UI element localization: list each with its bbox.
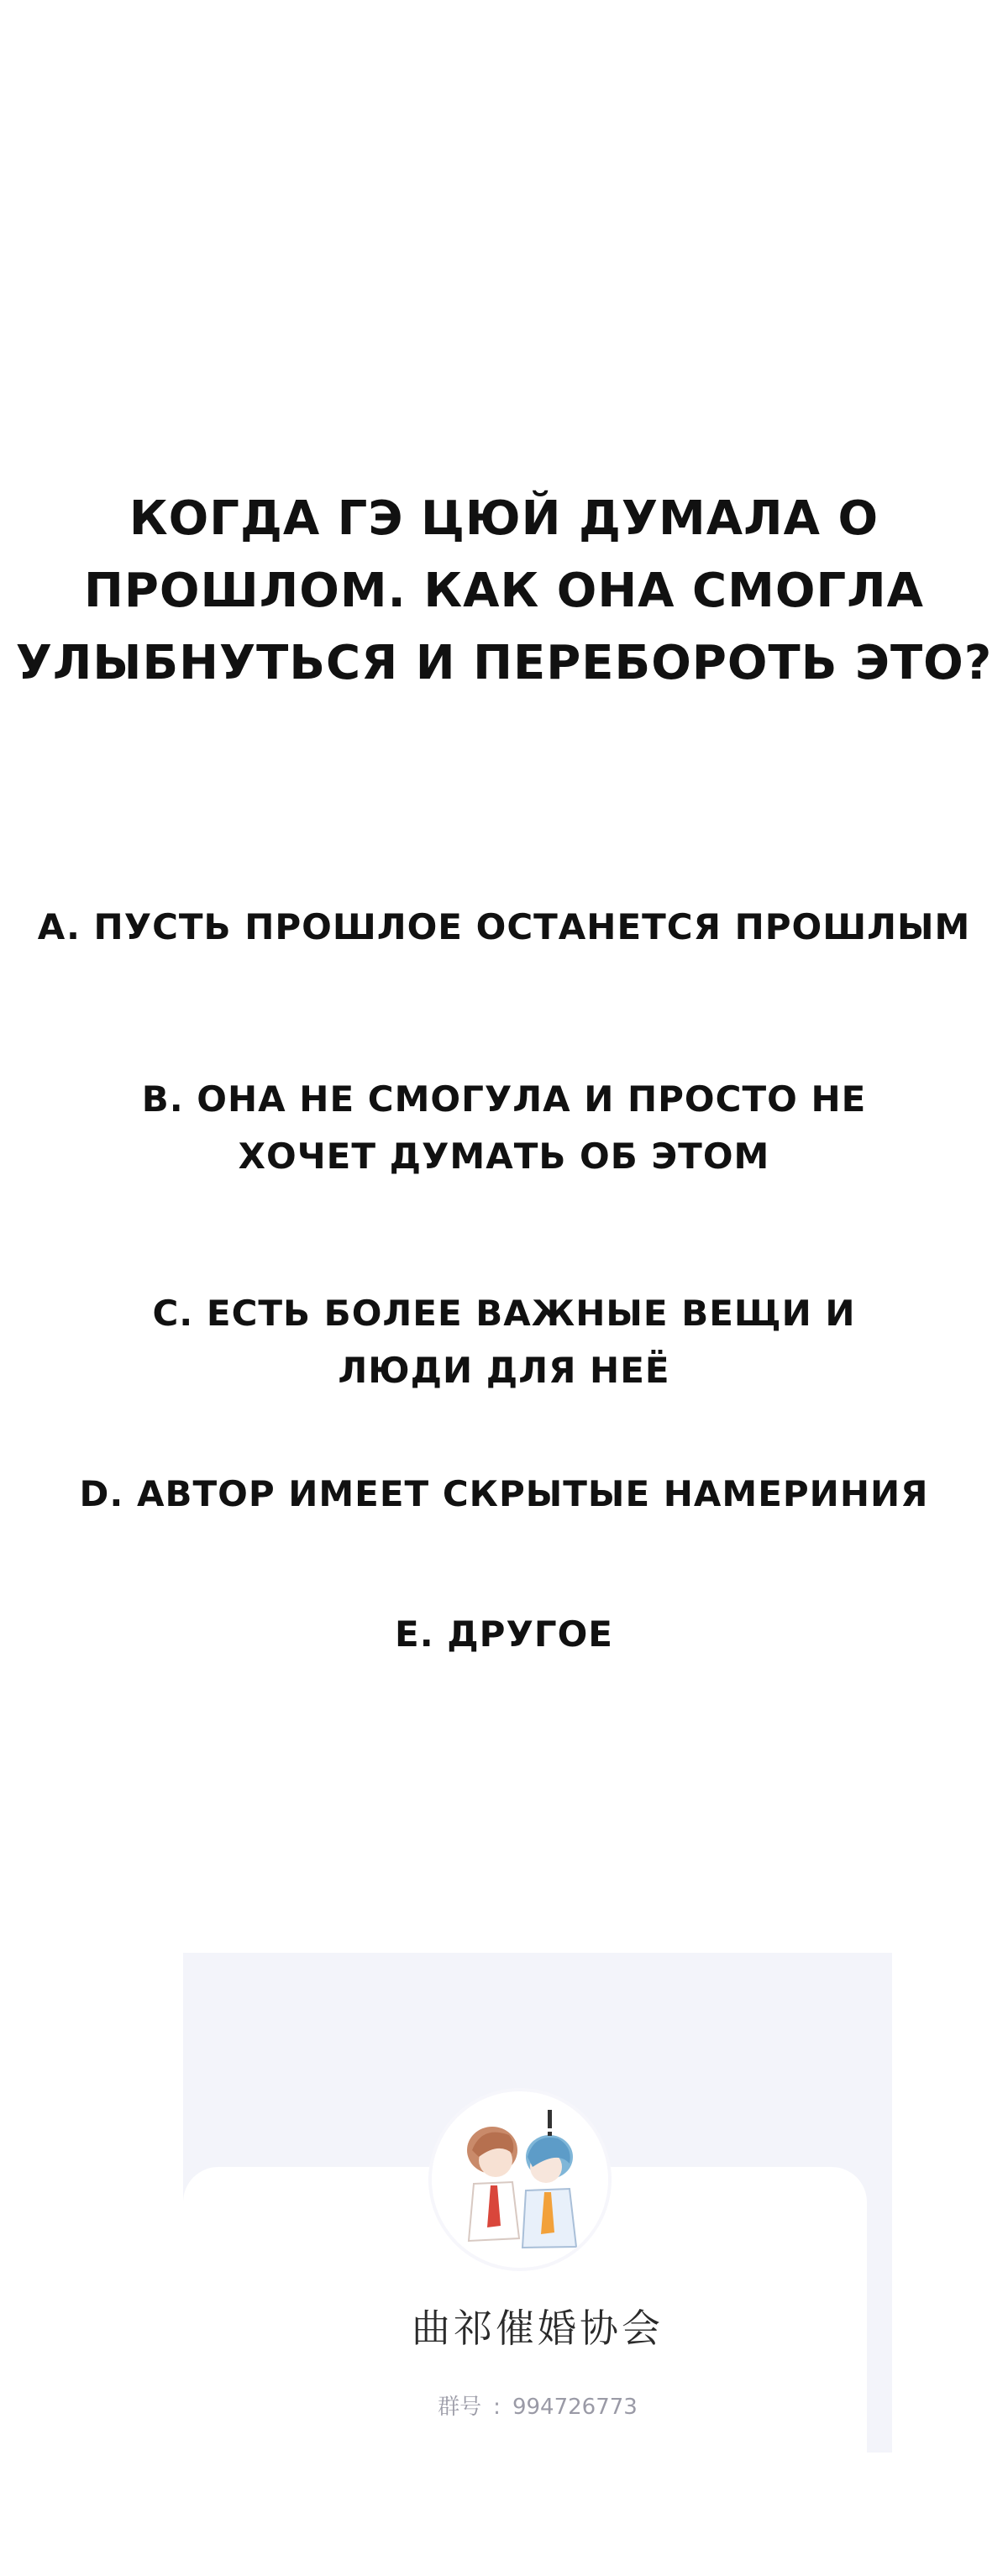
poll-option-d [0, 1466, 1008, 1523]
poll-option-a [0, 899, 1008, 956]
poll-option-line: A. ПУСТЬ ПРОШЛОЕ ОСТАНЕТСЯ ПРОШЛЫМ [37, 906, 971, 947]
poll-option-e [0, 1606, 1008, 1663]
poll-option-line: ЛЮДИ ДЛЯ НЕЁ [338, 1350, 670, 1391]
group-name: 曲祁催婚协会 [412, 2306, 664, 2351]
poll-question-line: КОГДА ГЭ ЦЮЙ ДУМАЛА О [129, 491, 879, 546]
poll-question-line: УЛЫБНУТЬСЯ И ПЕРЕБОРОТЬ ЭТО? [15, 636, 993, 690]
group-id-label: 群号 [438, 2395, 482, 2420]
poll-option-line: D. АВТОР ИМЕЕТ СКРЫТЫЕ НАМЕРИНИЯ [79, 1473, 929, 1514]
poll-question-line: ПРОШЛОМ. КАК ОНА СМОГЛА [84, 564, 924, 618]
couple-illustration-avatar-icon [432, 2091, 608, 2268]
group-id [183, 2392, 892, 2422]
poll-option-line: C. ЕСТЬ БОЛЕЕ ВАЖНЫЕ ВЕЩИ И [152, 1293, 856, 1334]
poll-option-line: B. ОНА НЕ СМОГУЛА И ПРОСТО НЕ [141, 1078, 867, 1120]
group-id-value: 994726773 [512, 2395, 638, 2420]
poll-option-line: E. ДРУГОЕ [395, 1613, 613, 1655]
group-id-separator: : [493, 2395, 501, 2420]
poll-question [0, 483, 1008, 700]
poll-option-line: ХОЧЕТ ДУМАТЬ ОБ ЭТОМ [238, 1136, 770, 1177]
poll-option-c [0, 1285, 1008, 1399]
poll-option-b [0, 1071, 1008, 1185]
